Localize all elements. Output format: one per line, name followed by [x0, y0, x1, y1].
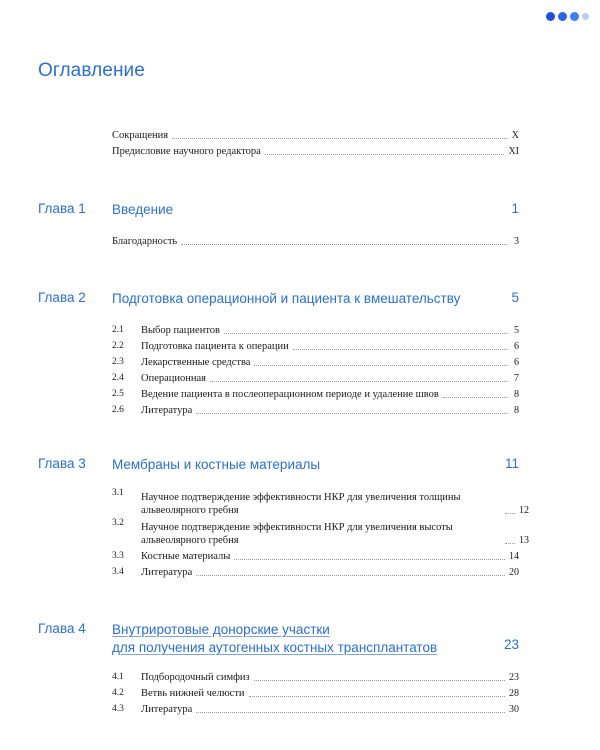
dot-leader	[265, 153, 505, 155]
toc-entry-page: 6	[514, 341, 519, 352]
chapter-title-line: Введение	[112, 202, 174, 217]
chapter-4-entries	[112, 668, 519, 716]
chapter-2-entries	[112, 321, 519, 417]
header-dot	[582, 13, 589, 20]
page-title: Оглавление	[38, 60, 145, 81]
toc-entry-page: 14	[509, 551, 519, 562]
dot-leader	[234, 558, 505, 560]
toc-entry[interactable]	[112, 337, 519, 353]
toc-entry-text: Литература	[141, 405, 193, 416]
toc-entry-page: 28	[509, 688, 519, 699]
dot-leader	[196, 574, 505, 576]
header-dots-decoration	[546, 12, 589, 21]
chapter-page: 5	[511, 290, 519, 305]
toc-entry-page: 20	[509, 567, 519, 578]
chapter-title-line: Внутриротовые донорские участки	[112, 622, 330, 637]
toc-entry-page: XI	[508, 146, 519, 157]
dot-leader	[505, 542, 515, 544]
dot-leader	[505, 512, 515, 514]
chapter-page: 11	[504, 456, 519, 471]
dot-leader	[224, 332, 507, 334]
toc-entry-number: 3.4	[112, 567, 124, 577]
toc-entry-page: 8	[514, 389, 519, 400]
toc-entry-text: Научное подтверждение эффективности НКР для увеличения высоты альвеолярного гребня	[141, 522, 453, 546]
toc-entry-text: Операционная	[141, 373, 206, 384]
chapter-title	[112, 290, 460, 308]
chapter-page: 23	[503, 637, 519, 652]
chapter-label: Глава 3	[38, 456, 86, 471]
toc-entry-text: Костные материалы	[141, 551, 231, 562]
toc-entry[interactable]	[112, 126, 519, 142]
front-matter-list	[112, 126, 519, 158]
chapter-title	[112, 621, 437, 657]
dot-leader	[181, 243, 507, 245]
toc-entry[interactable]	[112, 487, 529, 517]
toc-entry-number: 2.3	[112, 357, 124, 367]
dot-leader	[196, 412, 507, 414]
toc-entry-text: Выбор пациентов	[141, 325, 220, 336]
toc-entry[interactable]	[112, 684, 519, 700]
dot-leader	[210, 380, 507, 382]
toc-entry-number: 3.1	[112, 488, 124, 498]
toc-entry-page: 5	[514, 325, 519, 336]
toc-entry[interactable]	[112, 401, 519, 417]
toc-entry-page: 23	[509, 672, 519, 683]
chapter-label: Глава 4	[38, 621, 86, 636]
toc-entry[interactable]	[112, 668, 519, 684]
toc-entry[interactable]	[112, 385, 519, 401]
chapter-title-line: для получения аутогенных костных трансплантатов	[112, 640, 438, 655]
toc-entry[interactable]	[112, 142, 519, 158]
toc-entry-number: 2.6	[112, 405, 124, 415]
toc-entry-number: 2.5	[112, 389, 124, 399]
toc-entry-text: Подготовка пациента к операции	[141, 341, 289, 352]
toc-entry-text: Научное подтверждение эффективности НКР для увеличения толщины альвеолярного гребня	[141, 492, 461, 516]
toc-entry-number: 4.1	[112, 672, 124, 682]
dot-leader	[254, 679, 505, 681]
chapter-page: 1	[511, 201, 519, 216]
toc-entry-page: 8	[514, 405, 519, 416]
toc-entry[interactable]	[112, 563, 519, 579]
header-dot	[570, 12, 579, 21]
toc-entry-number: 3.2	[112, 518, 124, 528]
toc-entry-text: Сокращения	[112, 130, 169, 141]
toc-entry-page: 3	[514, 236, 519, 247]
toc-entry-text: Ведение пациента в послеоперационном периоде и удаление швов	[141, 389, 439, 400]
toc-entry-page: X	[511, 130, 519, 141]
toc-entry[interactable]	[112, 700, 519, 716]
toc-entry-text: Благодарность	[112, 236, 178, 247]
toc-entry-number: 4.2	[112, 688, 124, 698]
toc-entry-number: 2.2	[112, 341, 124, 351]
toc-entry-number: 3.3	[112, 551, 124, 561]
toc-entry[interactable]	[112, 517, 529, 547]
toc-entry-text: Ветвь нижней челюсти	[141, 688, 245, 699]
toc-entry[interactable]	[112, 547, 519, 563]
toc-entry[interactable]	[112, 232, 519, 248]
toc-entry-text: Литература	[141, 704, 193, 715]
header-dot	[558, 12, 567, 21]
toc-entry-number: 2.1	[112, 325, 124, 335]
dot-leader	[443, 396, 507, 398]
dot-leader	[293, 348, 507, 350]
dot-leader	[172, 137, 507, 139]
toc-entry-number: 4.3	[112, 704, 124, 714]
header-dot	[546, 12, 555, 21]
chapter-title-line: Мембраны и костные материалы	[112, 457, 321, 472]
dot-leader	[254, 364, 507, 366]
toc-entry[interactable]	[112, 353, 519, 369]
toc-entry[interactable]	[112, 321, 519, 337]
dot-leader	[249, 695, 505, 697]
chapter-label: Глава 2	[38, 290, 86, 305]
toc-entry-number: 2.4	[112, 373, 124, 383]
chapter-title-line: Подготовка операционной и пациента к вмешательству	[112, 291, 461, 306]
toc-entry-page: 13	[519, 535, 529, 546]
toc-entry-page: 30	[509, 704, 519, 715]
toc-entry[interactable]	[112, 369, 519, 385]
toc-entry-text: Лекарственные средства	[141, 357, 251, 368]
chapter-title	[112, 201, 173, 219]
dot-leader	[196, 711, 505, 713]
toc-entry-page: 7	[514, 373, 519, 384]
toc-entry-page: 12	[519, 505, 529, 516]
chapter-label: Глава 1	[38, 201, 86, 216]
toc-entry-text: Предисловие научного редактора	[112, 146, 261, 157]
toc-entry-page: 6	[514, 357, 519, 368]
chapter-title	[112, 456, 320, 474]
chapter-3-entries	[112, 487, 529, 579]
toc-entry-text: Литература	[141, 567, 193, 578]
toc-entry-text: Подбородочный симфиз	[141, 672, 250, 683]
chapter-1-entries	[112, 232, 519, 248]
